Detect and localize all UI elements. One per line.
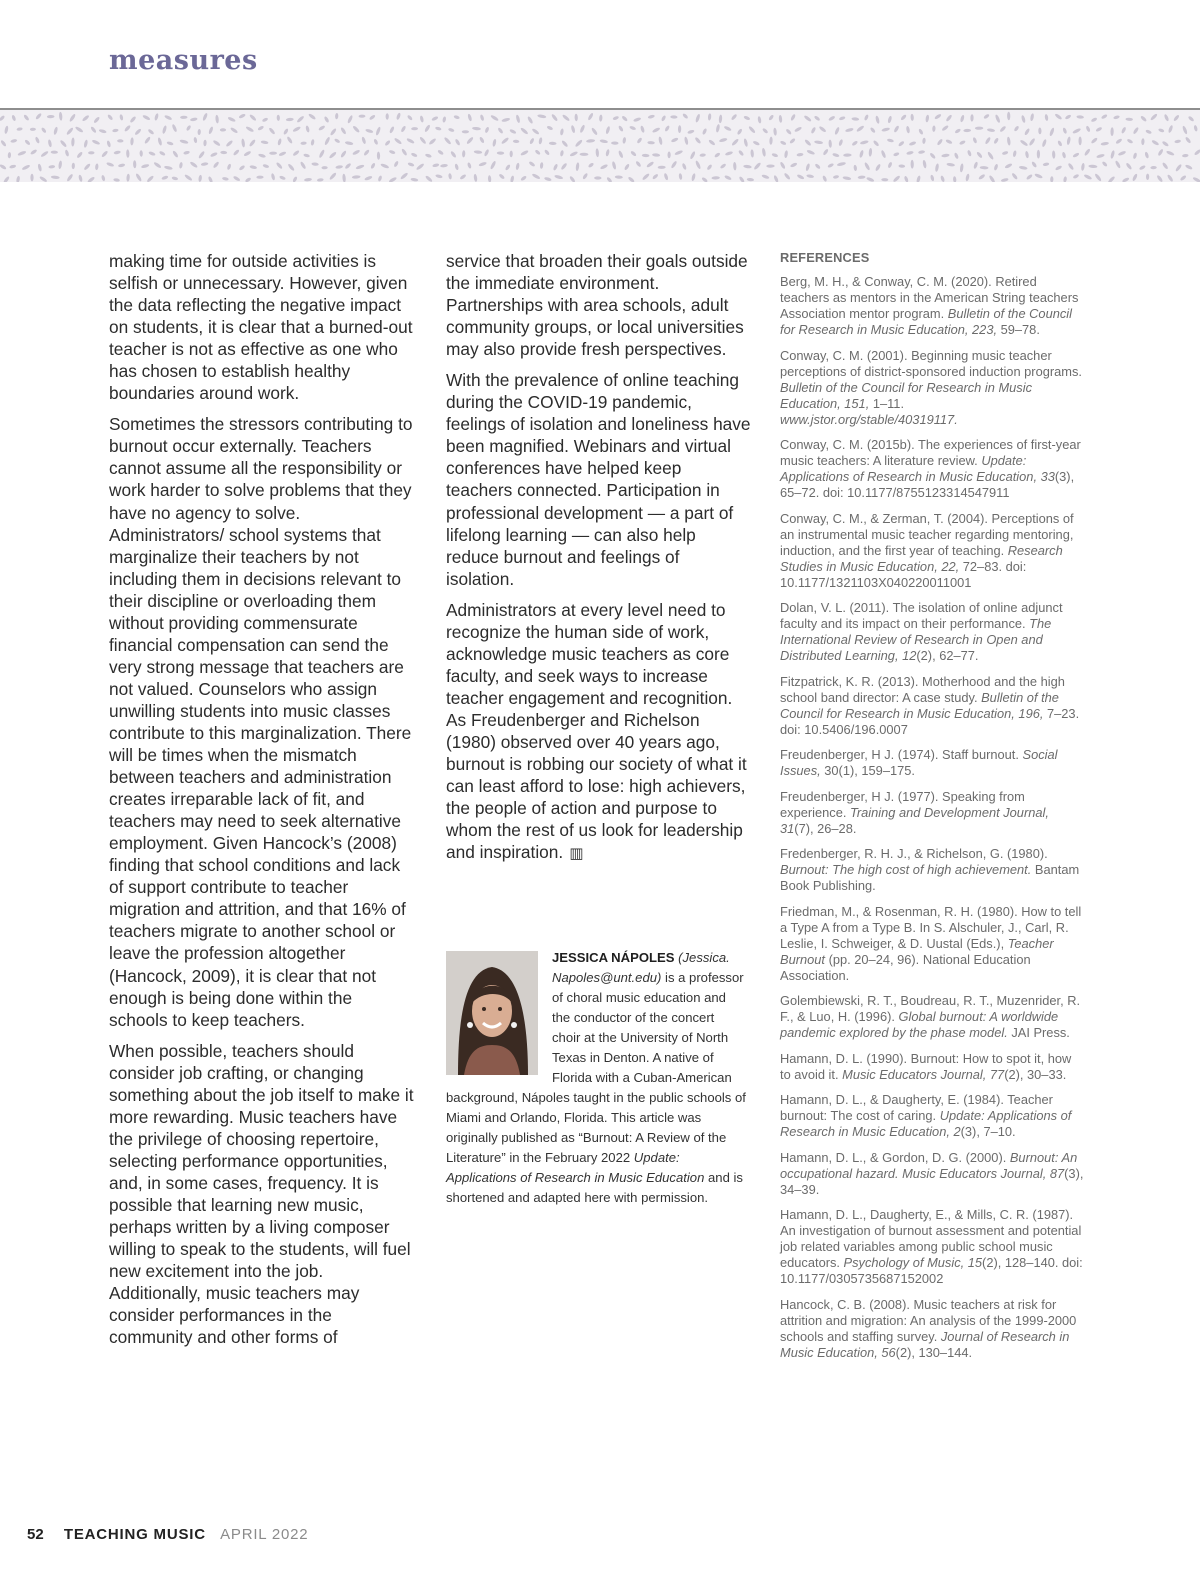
reference-entry (780, 846, 1085, 894)
reference-text: Friedman, M., & Rosenman, R. H. (1980). How to tell a Type A from a Type B. In S. Alschuler, J., Carl, R. Leslie, I. Schweiger, & D. Uustal (Eds.), (780, 903, 1082, 951)
reference-text: Berg, M. H., & Conway, C. M. (2020). Retired teachers as mentors in the American String teachers Association mentor program. (780, 274, 1079, 321)
reference-entry (780, 1150, 1085, 1198)
article-column-2 (446, 250, 752, 873)
reference-text: Conway, C. M. (2015b). The experiences of first-year music teachers: A literature review. (780, 437, 1081, 468)
reference-text: Bantam Book Publishing. (780, 862, 1080, 893)
reference-entry (780, 348, 1085, 428)
reference-source-title: Music Educators Journal, 77 (842, 1066, 1005, 1082)
reference-source-title: Bulletin of the Council for Research in Music Education, 223, (780, 306, 1072, 337)
reference-entry (780, 1051, 1085, 1083)
reference-text: (pp. 20–24, 96). National Education Association. (780, 951, 1031, 983)
pattern-dash (30, 174, 33, 182)
reference-text: (7), 26–28. (794, 820, 857, 836)
references-column (780, 250, 1085, 1370)
reference-source-title: Research Studies in Music Education, 22, (780, 542, 1063, 574)
reference-source-title: Journal of Research in Music Education, 56 (780, 1328, 1070, 1360)
references-heading: REFERENCES (780, 250, 870, 265)
pattern-dash (462, 130, 469, 133)
reference-entry (780, 274, 1085, 338)
reference-text: Hamann, D. L., & Gordon, D. G. (2000). (780, 1149, 1010, 1165)
reference-text: Dolan, V. L. (2011). The isolation of online adjunct faculty and its impact on their performance. (780, 600, 1063, 631)
section-label: measures (109, 45, 258, 76)
page-footer (27, 1526, 308, 1543)
paragraph: Sometimes the stressors contributing to burnout occur externally. Teachers cannot assume all the responsibility or work harder to solve problems that they have no agency to solve. Administrators/ school systems that marginalize their teachers by not including them in decisions relevant to their discipline or overloading them without providing commensurate financial compensation can send the very strong message that teachers are not valued. Counselors who assign unwilling students into music classes contribute to this marginalization. There will be times when the mismatch between teachers and administration creates irreparable lack of fit, and teachers may need to seek alternative employment. Given Hancock’s (2008) finding that school conditions and lack of support contribute to teacher migration and attrition, and that 16% of teachers migrate to another school or leave the profession altogether (Hancock, 2009), it is clear that not enough is being done within the schools to keep teachers. (109, 414, 413, 1030)
author-name: JESSICA NÁPOLES (552, 950, 675, 965)
issue-date: APRIL 2022 (220, 1526, 309, 1543)
reference-entry (780, 674, 1085, 738)
pattern-dash (1037, 150, 1040, 159)
reference-text: (2), 130–144. (895, 1344, 973, 1360)
reference-text: 1–11. (869, 395, 905, 411)
author-portrait-image (446, 951, 538, 1075)
reference-entry (780, 747, 1085, 779)
author-email: (Jessica. Napoles@unt.edu) (552, 950, 730, 985)
reference-text: Hamann, D. L., & Daugherty, E. (1984). Teacher burnout: The cost of caring. (780, 1092, 1053, 1123)
reference-entry (780, 1092, 1085, 1140)
end-of-article-icon: ▥ (569, 844, 584, 863)
reference-entry (780, 993, 1085, 1041)
reference-text: Freudenberger, H J. (1974). Staff burnout. (780, 747, 1023, 762)
author-bio (446, 948, 746, 1208)
references-list (780, 274, 1085, 1361)
pattern-dash (668, 152, 671, 159)
reference-source-title: Update: Applications of Research in Music Education, 33 (780, 453, 1055, 484)
reference-text: Hancock, C. B. (2008). Music teachers at risk for attrition and migration: An analysis of the 1999-2000 schools and staffing survey. (780, 1296, 1077, 1344)
author-photo (446, 951, 538, 1075)
reference-entry (780, 600, 1085, 664)
reference-entry (780, 904, 1085, 984)
reference-entry (780, 437, 1085, 501)
reference-text: Golembiewski, R. T., Boudreau, R. T., Muzenrider, R. F., & Luo, H. (1996). (780, 993, 1081, 1024)
reference-text: Freudenberger, H J. (1977). Speaking from experience. (780, 788, 1025, 820)
reference-text: Hamann, D. L. (1990). Burnout: How to spot it, how to avoid it. (780, 1050, 1072, 1082)
reference-text: (3), 7–10. (960, 1124, 1016, 1139)
magazine-title: TEACHING MUSIC (63, 1526, 206, 1543)
article-column-1 (109, 250, 415, 1357)
reference-source-title: Burnout: An occupational hazard. Music Educators Journal, 87 (780, 1149, 1078, 1181)
reference-source-title: Bulletin of the Council for Research in Music Education, 151, (780, 379, 1032, 411)
bio-text: is a professor of choral music education and the conductor of the concert choir at the University of North Texas in Denton. A native of Florida with a Cuban-American background, Nápoles taught in the public schools of Miami and Orlando, Florida. This article was originally published as “Burnout: A Review of the Literature” in the February 2022 (446, 970, 746, 1165)
pattern-dash (1079, 137, 1082, 146)
reference-entry (780, 789, 1085, 837)
reference-text: Conway, C. M. (2001). Beginning music teacher perceptions of district-sponsored induction programs. (780, 347, 1082, 379)
page-number: 52 (27, 1526, 44, 1543)
reference-source-title: Burnout: The high cost of high achievement. (780, 862, 1032, 877)
paragraph: With the prevalence of online teaching during the COVID-19 pandemic, feelings of isolation and loneliness have been magnified. Webinars and virtual conferences have helped keep teachers connected. Participation in professional development — a part of lifelong learning — can also help reduce burnout and feelings of isolation. (446, 370, 751, 589)
reference-source-title: Social Issues, (780, 747, 1058, 778)
reference-source-title: Bulletin of the Council for Research in Music Education, 196, (780, 689, 1059, 721)
reference-source-title: Global burnout: A worldwide pandemic explored by the phase model. (780, 1009, 1059, 1040)
decorative-pattern-band (0, 110, 1200, 182)
reference-text: 72–83. doi: 10.1177/1321103X040220011001 (780, 558, 1027, 590)
reference-entry (780, 1207, 1085, 1287)
paragraph: making time for outside activities is selfish or unnecessary. However, given the data reflecting the negative impact on students, it is clear that a burned-out teacher is not as effective as one who has chosen to establish healthy boundaries around work. (109, 251, 413, 404)
bio-text: and is shortened and adapted here with permission. (446, 1170, 743, 1205)
reference-text: 30(1), 159–175. (820, 763, 915, 778)
reference-source-title: Teacher Burnout (780, 935, 1054, 967)
reference-source-title: The International Review of Research in Open and Distributed Learning, 12 (780, 616, 1052, 663)
reference-text: JAI Press. (1007, 1025, 1070, 1040)
reference-source-title: Training and Development Journal, 31 (780, 804, 1049, 836)
reference-text: 7–23. doi: 10.5406/196.0007 (780, 705, 1080, 737)
reference-source-title: Psychology of Music, 15 (843, 1255, 983, 1270)
paragraph: service that broaden their goals outside the immediate environment. Partnerships with area schools, adult community groups, or local universities may also provide fresh perspectives. (446, 251, 748, 360)
reference-text: 59–78. (997, 322, 1040, 337)
reference-text: (3), 65–72. doi: 10.1177/8755123314547911 (780, 469, 1075, 500)
paragraph-final (446, 599, 752, 865)
reference-text: (2), 30–33. (1004, 1066, 1067, 1082)
pattern-dash (386, 113, 389, 119)
reference-text: (3), 34–39. (780, 1165, 1084, 1197)
reference-text: Hamann, D. L., Daugherty, E., & Mills, C. R. (1987). An investigation of burnout assessment and potential job related variables among public school music educators. (780, 1207, 1082, 1270)
reference-source-title: Update: Applications of Research in Music Education, 2 (780, 1108, 1072, 1139)
bio-journal-title: Update: Applications of Research in Music Education (446, 1150, 705, 1185)
reference-text: Fitzpatrick, K. R. (2013). Motherhood and the high school band director: A case study. (780, 673, 1065, 705)
paragraph: When possible, teachers should consider job crafting, or changing something about the job itself to make it more rewarding. Music teachers have the privilege of choosing repertoire, selecting performance opportunities, and, in some cases, frequency. It is possible that learning new music, perhaps written by a living composer willing to speak to the students, will fuel new excitement into the job. Additionally, music teachers may consider performances in the community and other forms of (109, 1040, 414, 1348)
reference-text: Conway, C. M., & Zerman, T. (2004). Perceptions of an instrumental music teacher regarding mentoring, induction, and the first year of teaching. (780, 510, 1074, 558)
reference-text: Fredenberger, R. H. J., & Richelson, G. (1980). (780, 846, 1048, 861)
reference-text: (2), 62–77. (916, 648, 979, 663)
reference-text: (2), 128–140. doi: 10.1177/0305735687152002 (780, 1255, 1083, 1286)
reference-entry (780, 511, 1085, 591)
pattern-dashes (0, 110, 1200, 182)
paragraph-text: Administrators at every level need to recognize the human side of work, acknowledge music teachers as core faculty, and seek ways to increase teacher engagement and recognition. As Freudenberger and Richelson (1980) observed over 40 years ago, burnout is robbing our society of what it can least afford to lose: high achievers, the people of action and purpose to whom the rest of us look for leadership and inspiration. (446, 599, 747, 863)
reference-entry (780, 1297, 1085, 1361)
reference-source-title: www.jstor.org/stable/40319117. (780, 411, 958, 427)
